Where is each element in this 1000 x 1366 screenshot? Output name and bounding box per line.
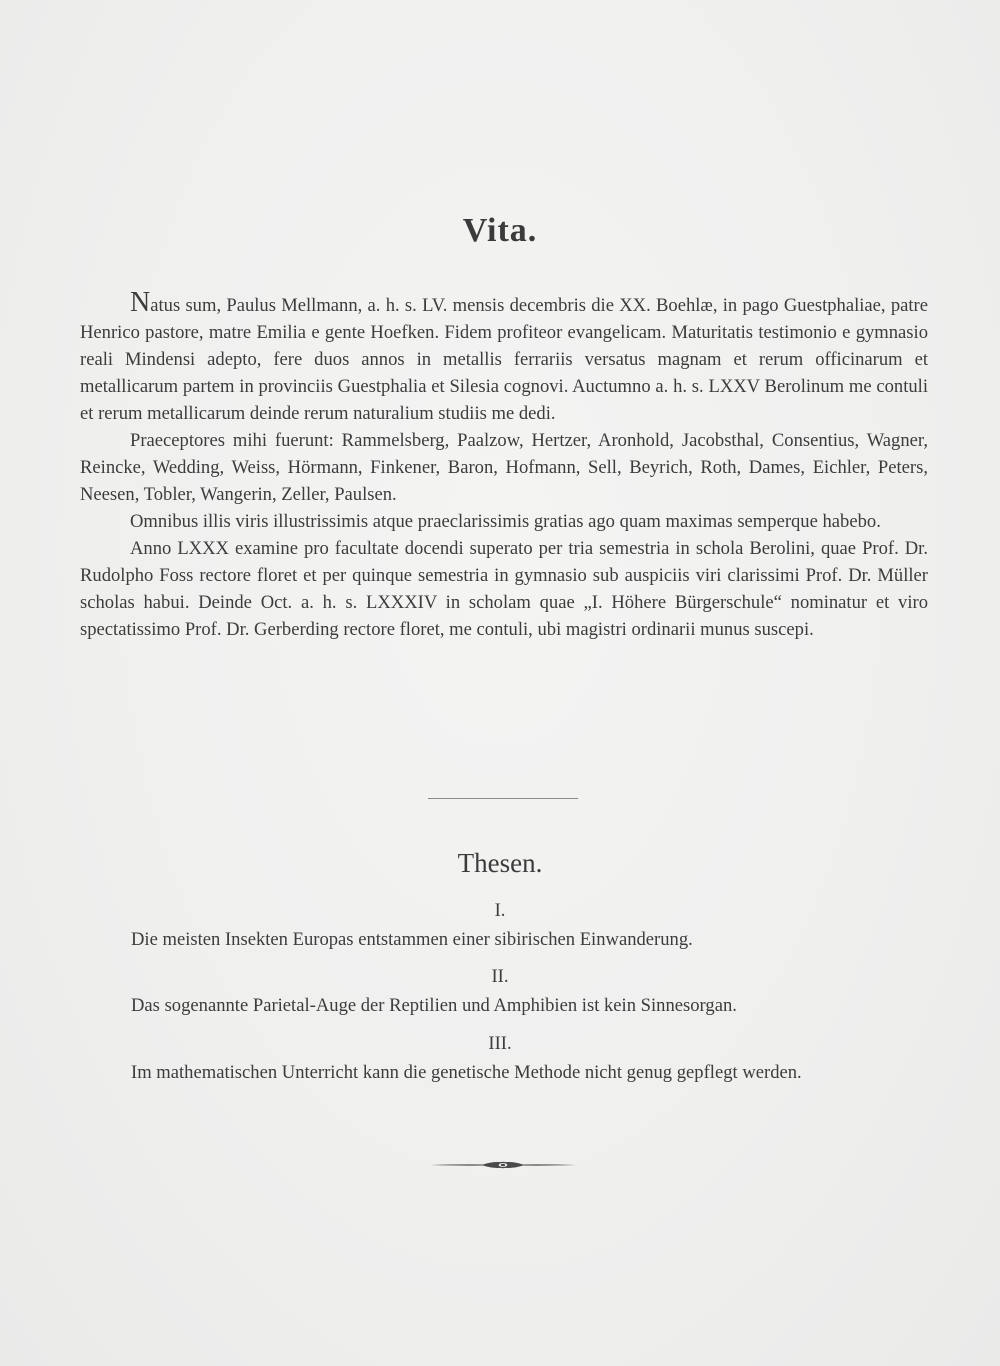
thesis-text-1: Die meisten Insekten Europas entstammen einer sibirischen Einwanderung. xyxy=(131,929,693,950)
vita-paragraph-2: Praeceptores mihi fuerunt: Rammelsberg, Paalzow, Hertzer, Aronhold, Jacobsthal, Consentius, Wagner, Reincke, Wedding, Weiss, Hörmann, Finkener, Baron, Hofmann, Sell, Beyrich, Roth, Dames, Eichler, Peters, Neesen, Tobler, Wangerin, Zeller, Paulsen. xyxy=(80,430,928,505)
vita-body xyxy=(80,287,928,643)
thesis-number-3: III. xyxy=(488,1033,512,1054)
section-divider xyxy=(428,798,578,799)
vita-paragraph-4: Anno LXXX examine pro facultate docendi superato per tria semestria in schola Berolini, quae Prof. Dr. Rudolpho Foss rectore floret et per quinque semestria in gymnasio sub auspiciis viri clarissimi Prof. Dr. Müller scholas habui. Deinde Oct. a. h. s. LXXXIV in scholam quae „I. Höhere Bürgerschule“ nominatur et viro spectatissimo Prof. Dr. Gerberding rectore floret, me contuli, ubi magistri ordinarii munus suscepi. xyxy=(80,538,928,640)
vita-paragraph-3: Omnibus illis viris illustrissimis atque praeclarissimis gratias ago quam maximas semperque habebo. xyxy=(130,511,881,532)
drop-cap-letter: N xyxy=(130,287,151,318)
thesis-number-1: I. xyxy=(494,900,506,921)
vita-heading: Vita. xyxy=(462,212,538,249)
thesen-heading: Thesen. xyxy=(457,848,543,878)
vita-paragraph-1 xyxy=(80,287,928,427)
ornament-flourish-icon xyxy=(428,1158,578,1172)
thesis-text-2: Das sogenannte Parietal-Auge der Reptilien und Amphibien ist kein Sinnesorgan. xyxy=(131,995,737,1016)
thesis-number-2: II. xyxy=(491,966,509,987)
vita-paragraph-1-text: atus sum, Paulus Mellmann, a. h. s. LV. mensis decembris die XX. Boehlæ, in pago Guestphaliae, patre Henrico pastore, matre Emilia e gente Hoefken. Fidem profiteor evangelicam. Maturitatis testimonio e gymnasio reali Mindensi adepto, fere duos annos in metallis ferrariis versatus magnam et rerum officinarum et metallicarum partem in provinciis Guestphalia et Silesia cognovi. Auctumno a. h. s. LXXV Berolinum me contuli et rerum metallicarum deinde rerum naturalium studiis me dedi. xyxy=(80,295,928,424)
thesis-text-3: Im mathematischen Unterricht kann die genetische Methode nicht genug gepflegt werden. xyxy=(131,1062,802,1083)
